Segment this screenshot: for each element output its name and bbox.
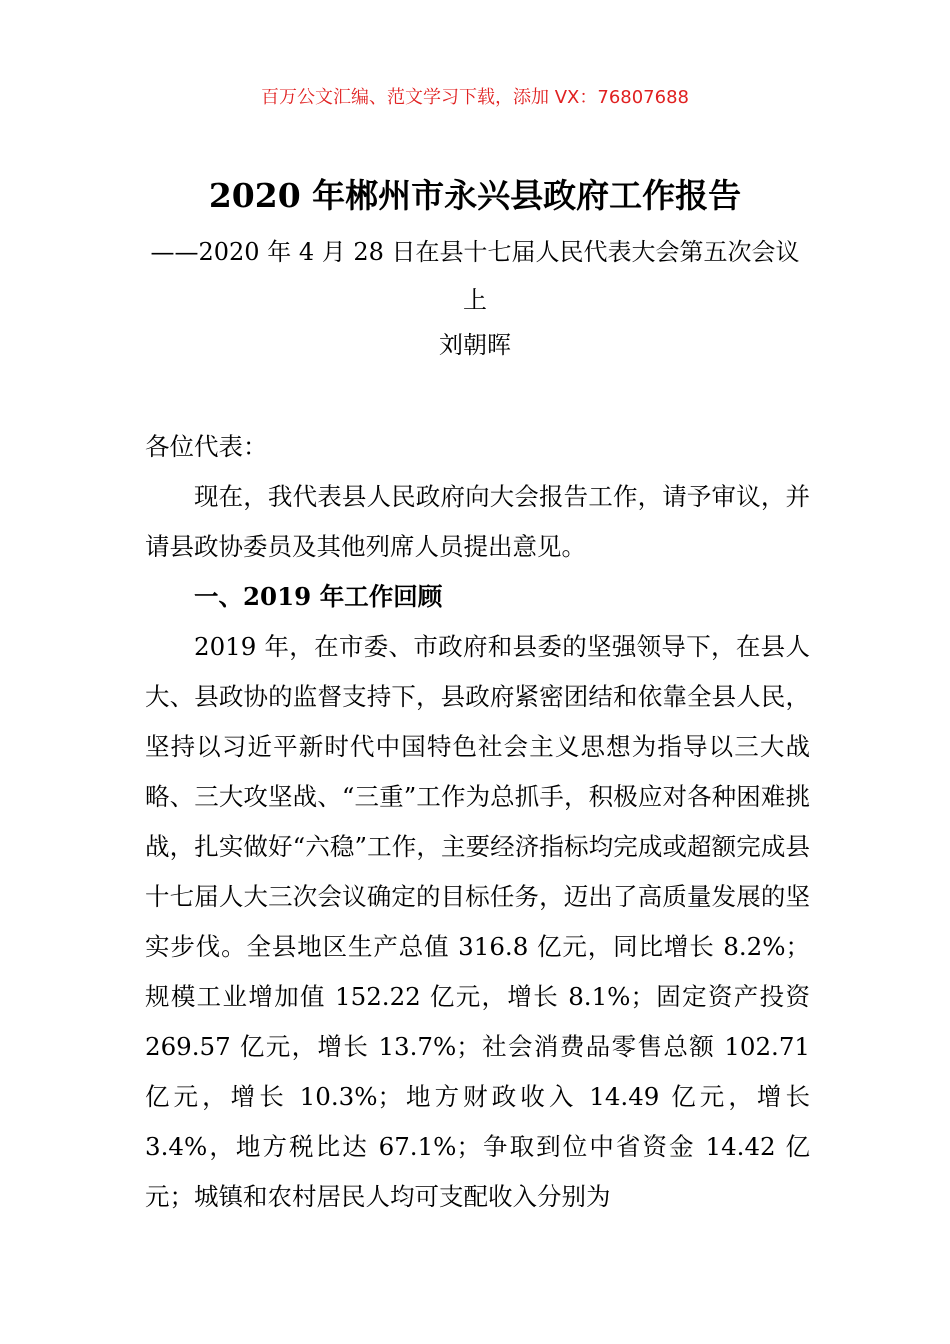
intro-paragraph: 现在，我代表县人民政府向大会报告工作，请予审议，并请县政协委员及其他列席人员提出意见。	[145, 482, 810, 561]
document-title: 2020 年郴州市永兴县政府工作报告	[208, 176, 742, 215]
watermark-banner	[0, 86, 950, 110]
watermark-text: 百万公文汇编、范文学习下载，添加 VX：76807688	[261, 87, 689, 108]
salutation: 各位代表：	[145, 432, 268, 461]
section-heading: 一、2019 年工作回顾	[194, 582, 443, 611]
document-author: 刘朝晖	[439, 331, 511, 359]
document-subtitle: ——2020 年 4 月 28 日在县十七届人民代表大会第五次会议上	[150, 238, 800, 314]
document-body	[145, 422, 810, 1222]
section-paragraph: 2019 年，在市委、市政府和县委的坚强领导下，在县人大、县政协的监督支持下，县政府紧密团结和依靠全县人民，坚持以习近平新时代中国特色社会主义思想为指导以三大战略、三大攻坚战、“三重”工作为总抓手，积极应对各种困难挑战，扎实做好“六稳”工作，主要经济指标均完成或超额完成县十七届人大三次会议确定的目标任务，迈出了高质量发展的坚实步伐。全县地区生产总值 316.8 亿元，同比增长 8.2%；规模工业增加值 152.22 亿元，增长 8.1%；固定资产投资 269.57 亿元，增长 13.7%；社会消费品零售总额 102.71 亿元，增长 10.3%；地方财政收入 14.49 亿元，增长 3.4%，地方税比达 67.1%；争取到位中省资金 14.42 亿元；城镇和农村居民人均可支配收入分别为	[145, 632, 810, 1211]
